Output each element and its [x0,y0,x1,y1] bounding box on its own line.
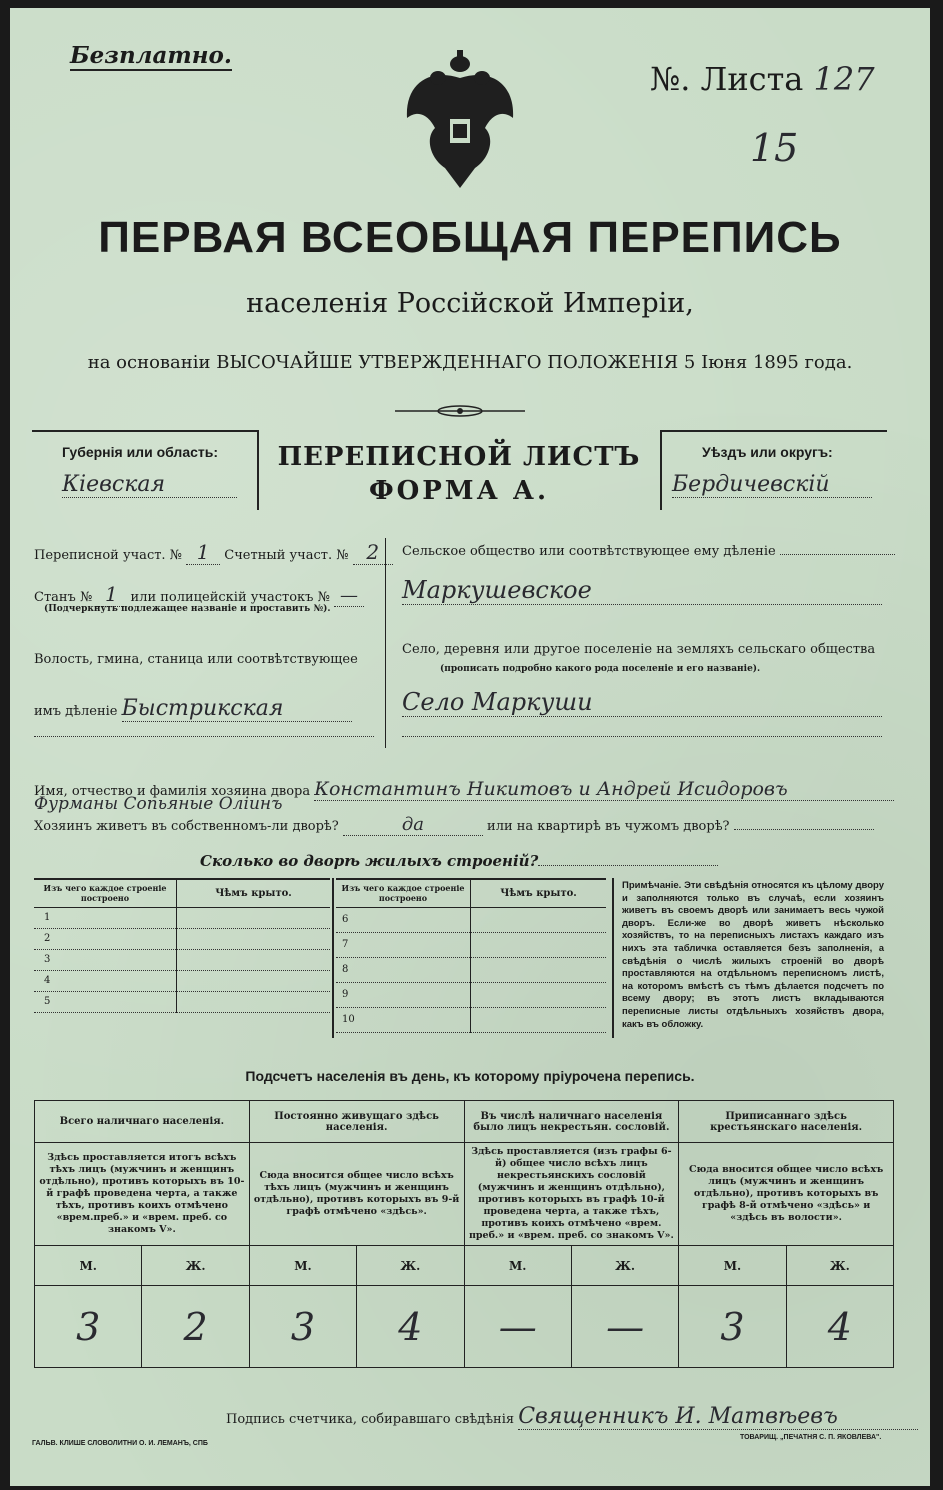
sheet-no-value: 127 [813,60,875,98]
count-title: Подсчетъ населенія въ день, къ которому пріурочена перепись. [245,1068,695,1084]
group-head: Въ числѣ наличнаго населенія было лицъ некрестьян. сословій. [464,1101,679,1143]
group-head: Приписаннаго здѣсь крестьянскаго населенія. [679,1101,894,1143]
basis-line: на основаніи ВЫСОЧАЙШЕ УТВЕРЖДЕННАГО ПОЛОЖЕНІЯ 5 Іюня 1895 года. [87,352,853,373]
gubernia-value: Кіевская [62,472,237,498]
group-desc: Здѣсь проставляется (изъ графы 6-й) общее число всѣхъ лицъ некрестьянскихъ сословій (мужчинъ и женщинъ отдѣльно), противъ которыхъ въ графѣ 10-й проведена черта, а также тѣхъ, противъ коихъ отмѣчено «врем. преб.» и «врем. преб. со знакомъ V». [464,1143,679,1246]
count-value: 4 [786,1286,893,1368]
volost-extra-line [34,736,374,737]
buildings-divider [332,878,334,1038]
obshchestvo-row: Сельское общество или соотвѣтствующее ему дѣленіе [402,544,895,559]
ornament-divider [395,402,525,414]
buildings-title: Сколько во дворѣ жилыхъ строеній? [200,852,718,870]
count-value: 2 [142,1286,249,1368]
lives-value: да [343,814,483,836]
uezd-label: Уѣздъ или округъ: [702,444,833,460]
volost-value: Быстрикская [122,696,352,722]
uezd-box [660,430,887,510]
buildings-table-left [34,878,330,1013]
selo-label: Село, деревня или другое поселеніе на земляхъ сельскаго общества [402,642,876,657]
row-num: 4 [34,970,177,991]
count-value: — [571,1286,678,1368]
signature-value: Священникъ И. Матвѣевъ [518,1404,918,1430]
form-name: ФОРМА А. [368,476,550,506]
group-head: Всего наличнаго населенія. [35,1101,250,1143]
row-num: 8 [336,957,471,982]
subtitle: населенія Россійской Имперіи, [246,288,694,319]
note-divider [612,878,614,1038]
free-label: Безплатно. [70,42,232,69]
obshchestvo-value: Маркушевское [402,576,882,605]
row-num: 3 [34,949,177,970]
count-value: 3 [679,1286,786,1368]
stan-row: Станъ № 1 или полицейскій участокъ № — [34,582,364,607]
buildings-note: Примѣчаніе. Эти свѣдѣнія относятся къ цѣлому двору и заполняются только въ случаѣ, если хозяинъ живетъ въ своемъ дворѣ или занимаетъ весь чужой дворъ. Если-же во дворѣ живетъ нѣсколько хозяйствъ, то на переписныхъ листахъ каждаго изъ нихъ эта табличка оставляется безъ заполненія, а свѣдѣнія о числѣ жилыхъ строеній во дворѣ проставляются на отдѣльномъ переписномъ листѣ, на которомъ вмѣстѣ съ тѣмъ дѣлается подсчетъ по всему двору; въ этотъ листъ вкладываются переписные листы отдѣльныхъ хозяйствъ двора, какъ въ обложку. [622,880,884,1030]
row-num: 1 [34,907,177,928]
row-num: 6 [336,907,471,932]
form-title: ПЕРЕПИСНОЙ ЛИСТЪ [277,442,641,472]
gubernia-label: Губернія или область: [62,444,219,460]
group-desc: Сюда вносится общее число всѣхъ лицъ (мужчинъ и женщинъ отдѣльно), противъ которыхъ въ графѣ 8-й отмѣчено «здѣсь» и «здѣсь въ волости». [679,1143,894,1246]
owner-row: Имя, отчество и фамилія хозяина двора Константинъ Никитовъ и Андрей Исидоровъ [34,778,894,801]
selo-note: (прописать подробно какого рода поселеніе и его названіе). [440,664,761,674]
footer-right: ТОВАРИЩ. „ПЕЧАТНЯ С. П. ЯКОВЛЕВА". [740,1434,882,1441]
census-sheet [10,8,930,1486]
zh-label: Ж. [786,1246,893,1286]
count-table [34,1100,894,1368]
row-num: 5 [34,991,177,1012]
emblem-icon [395,48,525,198]
m-label: М. [35,1246,142,1286]
col-material: Изъ чего каждое строеніе построено [34,879,177,907]
m-label: М. [464,1246,571,1286]
col-roof: Чѣмъ крыто. [500,887,577,899]
zh-label: Ж. [571,1246,678,1286]
count-value: — [464,1286,571,1368]
m-label: М. [679,1246,786,1286]
selo-value: Село Маркуши [402,688,882,717]
footer-left: ГАЛЬВ. КЛИШЕ СЛОВОЛИТНИ О. И. ЛЕМАНЪ, СПБ [32,1440,208,1447]
count-value: 3 [249,1286,356,1368]
row-num: 7 [336,932,471,957]
group-desc: Сюда вносится общее число всѣхъ тѣхъ лицъ (мужчинъ и женщинъ отдѣльно), противъ которыхъ въ 9-й графѣ отмѣчено «здѣсь». [249,1143,464,1246]
sheet-no-alt: 15 [750,126,799,170]
signature-row: Подпись счетчика, собиравшаго свѣдѣнія Священникъ И. Матвѣевъ [226,1404,918,1430]
selo-extra-line [402,736,882,737]
stan-value: 1 [96,582,126,607]
uezd-value: Бердичевскій [672,472,872,498]
row-num: 10 [336,1007,471,1032]
gubernia-box [32,430,259,510]
uchastok-value: 1 [186,540,220,565]
count-value: 4 [357,1286,464,1368]
volost-row: имъ дѣленіе Быстрикская [34,696,352,722]
owner-value-1: Константинъ Никитовъ и Андрей Исидоровъ [314,778,894,801]
main-title: ПЕРВАЯ ВСЕОБЩАЯ ПЕРЕПИСЬ [98,213,842,262]
underline-note: (Подчеркнуть подлежащее названіе и проставить №). [44,604,331,614]
column-divider [385,538,386,748]
volost-label: Волость, гмина, станица или соотвѣтствующее [34,652,358,667]
sheet-no-label: №. Листа 127 [650,60,875,98]
row-num: 9 [336,982,471,1007]
lives-row: Хозяинъ живетъ въ собственномъ-ли дворѣ? да или на квартирѣ въ чужомъ дворѣ? [34,814,874,836]
zh-label: Ж. [142,1246,249,1286]
buildings-table-right [336,878,606,1033]
owner-value-2: Фурманы Сопьяные Оліинъ [34,794,283,814]
uchastok-row: Переписной участ. № 1 Счетный участ. № 2 [34,540,393,565]
col-roof: Чѣмъ крыто. [215,887,292,899]
col-material: Изъ чего каждое строеніе построено [336,879,471,907]
police-value: — [334,585,364,607]
zh-label: Ж. [357,1246,464,1286]
schetny-value: 2 [353,540,393,565]
row-num: 2 [34,928,177,949]
m-label: М. [249,1246,356,1286]
group-head: Постоянно живущаго здѣсь населенія. [249,1101,464,1143]
count-value: 3 [35,1286,142,1368]
group-desc: Здѣсь проставляется итогъ всѣхъ тѣхъ лицъ (мужчинъ и женщинъ отдѣльно), противъ которыхъ въ 10-й графѣ проведена черта, а также тѣхъ, противъ коихъ отмѣчено «врем.преб.» и «врем. преб. со знакомъ V». [35,1143,250,1246]
